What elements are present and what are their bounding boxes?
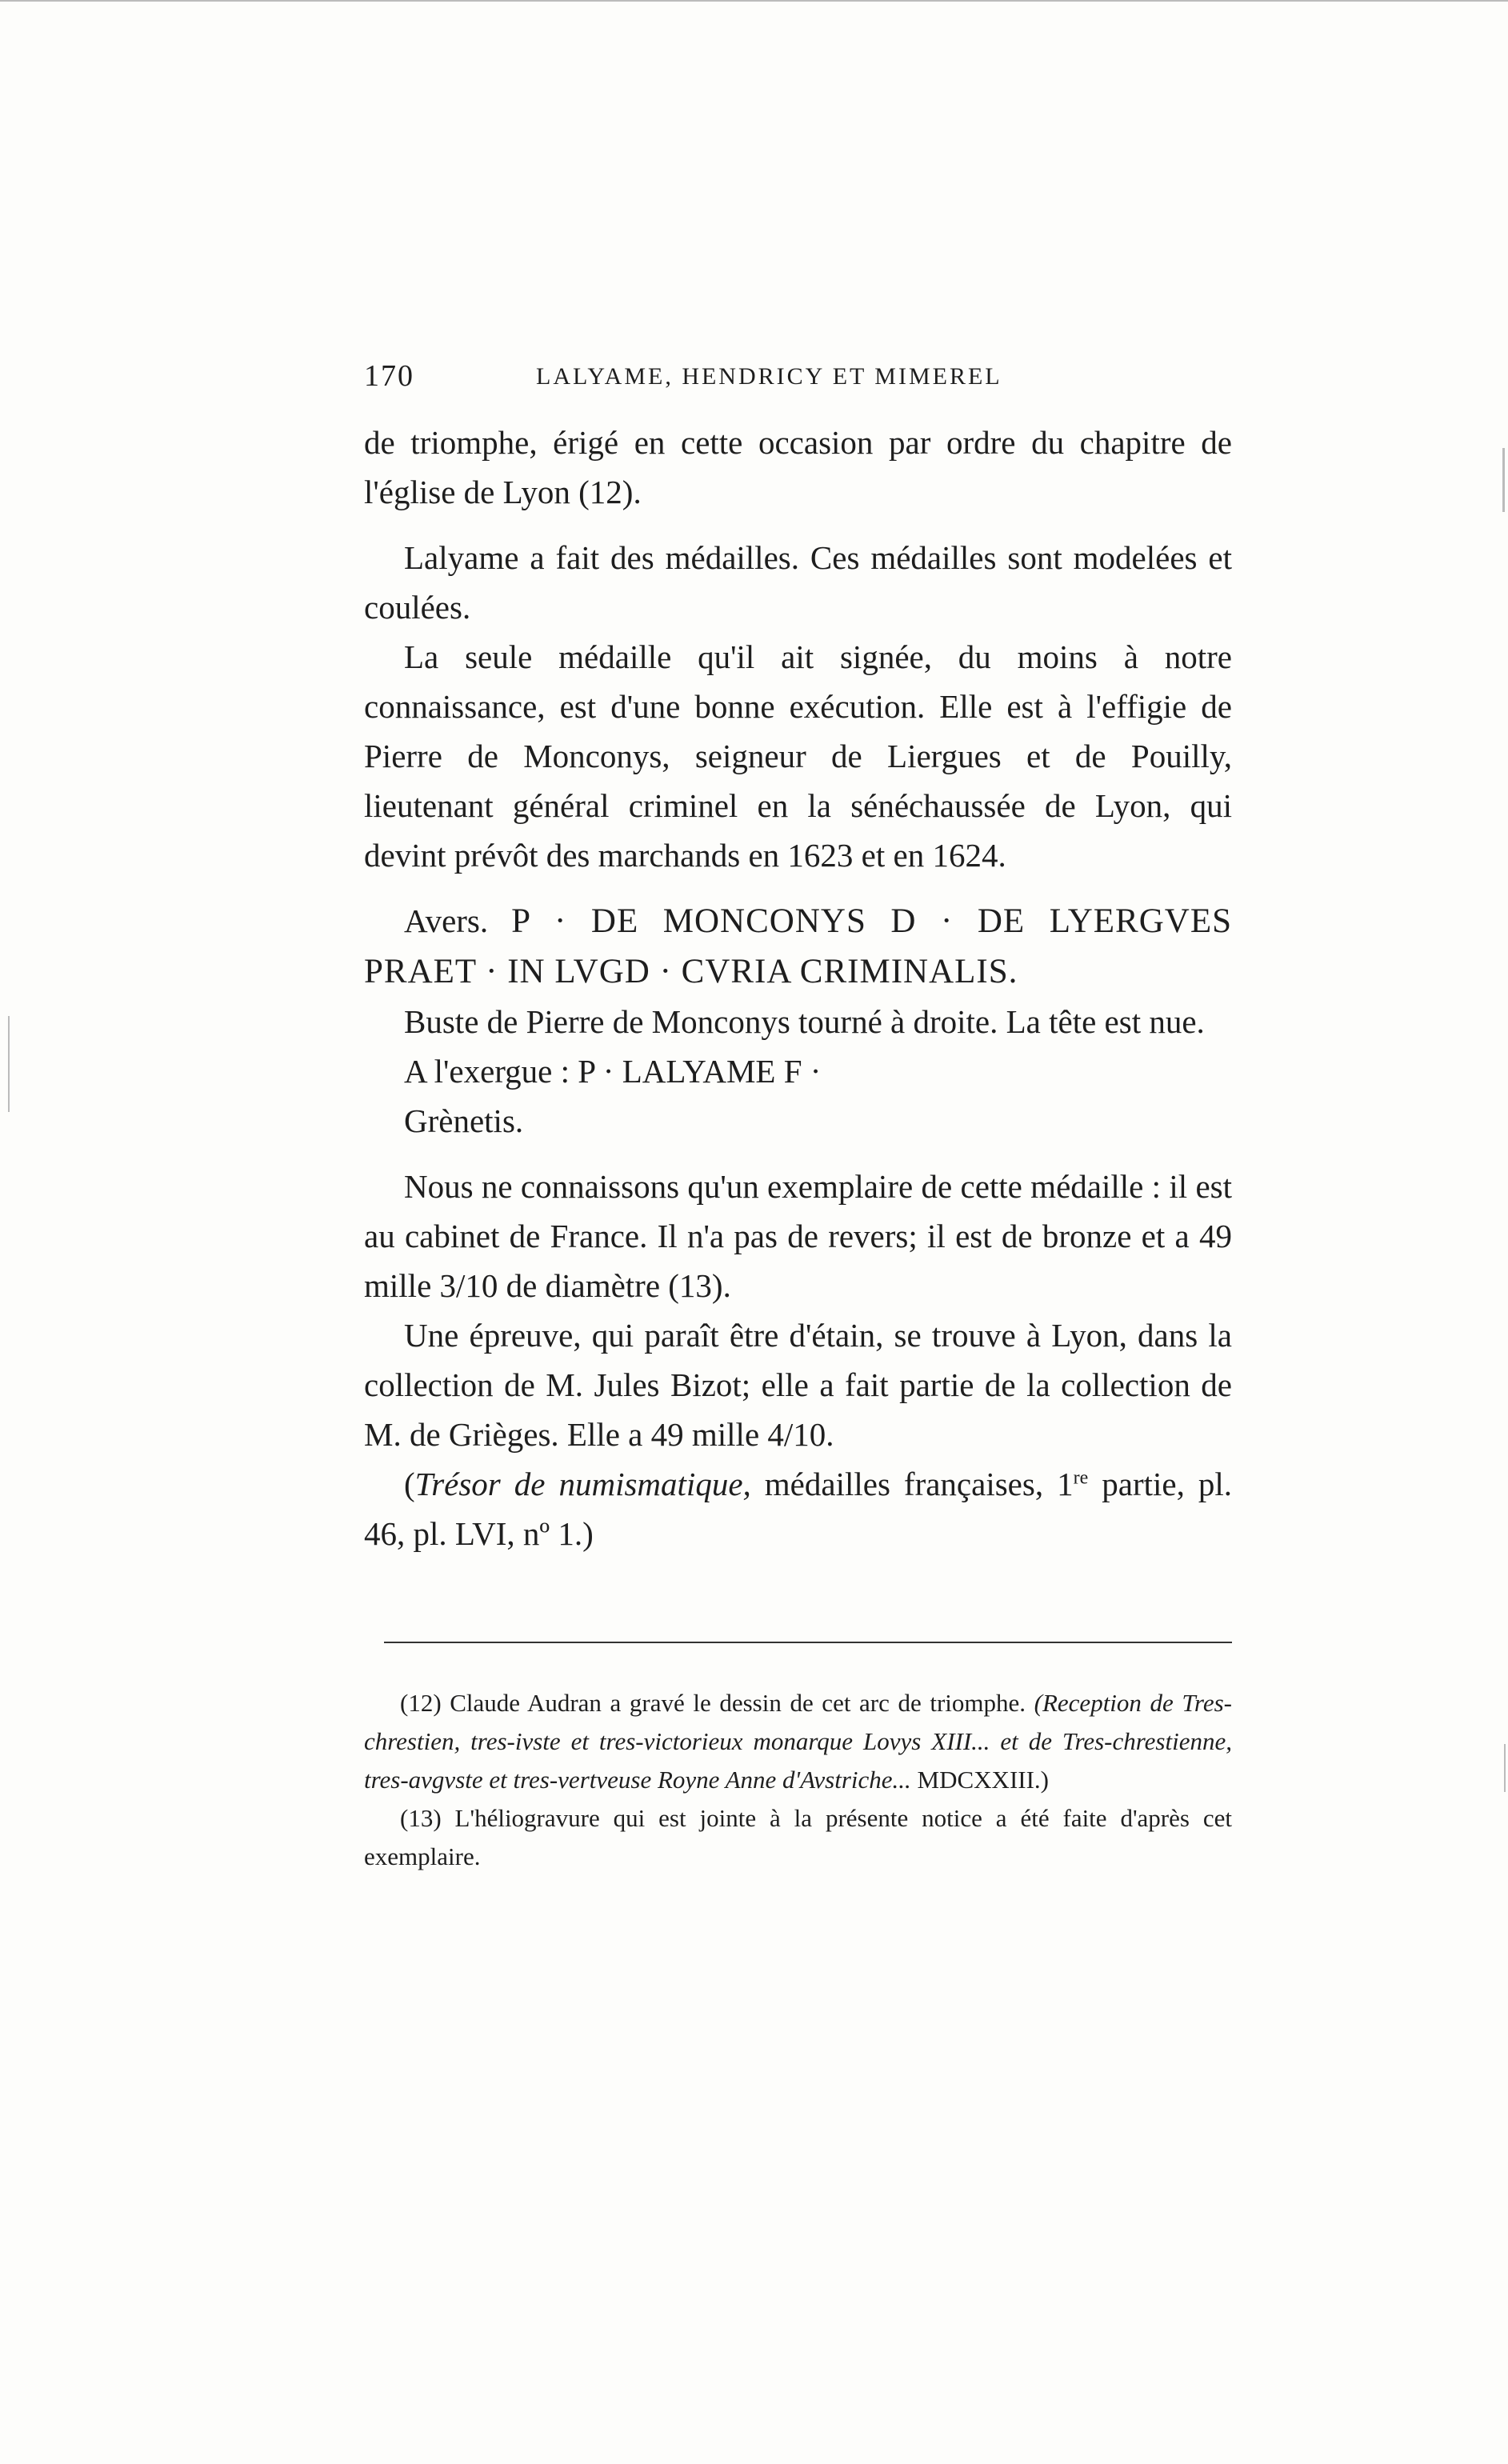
reference-citation xyxy=(364,1459,1232,1558)
page-number: 170 xyxy=(364,359,414,393)
footnote-12-text: (12) Claude Audran a gravé le dessin de cet arc de triomphe. xyxy=(400,1689,1026,1717)
bust-description: Buste de Pierre de Monconys tourné à droite. La tête est nue. xyxy=(404,1003,1205,1040)
scan-edge-top xyxy=(0,0,1508,2)
footnote-12-italic: (Reception de Tres-chrestien, tres-ivste et tres-victorieux monarque Lovys XIII... et de Tres-chrestienne, tres-avgvste et tres-vertveuse Royne Anne d'Avstriche... xyxy=(364,1689,1232,1794)
footnote-rule xyxy=(384,1642,1232,1643)
footnotes xyxy=(364,1684,1232,1876)
footnote-13: (13) L'héliogravure qui est jointe à la présente notice a été faite d'après cet exemplaire. xyxy=(364,1804,1232,1870)
exergue-description: A l'exergue : P · LALYAME F · xyxy=(404,1053,822,1090)
reference-superscript: re xyxy=(1073,1467,1089,1489)
paragraph-medals: Lalyame a fait des médailles. Ces médailles sont modelées et coulées. xyxy=(364,539,1232,626)
page-header xyxy=(364,358,1232,406)
avers-description xyxy=(364,896,1232,997)
body-text xyxy=(364,418,1232,1558)
reference-open-paren: ( xyxy=(404,1466,415,1502)
paragraph-continuation: de triomphe, érigé en cette occasion par ordre du chapitre de l'église de Lyon (12). xyxy=(364,424,1232,510)
scan-edge-mark xyxy=(1504,1744,1506,1792)
avers-label: Avers. xyxy=(404,902,489,939)
paragraph-exemplar: Nous ne connaissons qu'un exemplaire de cette médaille : il est au cabinet de France. Il n'a pas de revers; il est de bronze et a 49 mille 3/10 de diamètre (13). xyxy=(364,1168,1232,1304)
paragraph-proof: Une épreuve, qui paraît être d'étain, se trouve à Lyon, dans la collection de M. Jules Bizot; elle a fait partie de la collection de M. de Grièges. Elle a 49 mille 4/10. xyxy=(364,1317,1232,1453)
paragraph-signed-medal: La seule médaille qu'il ait signée, du moins à notre connaissance, est d'une bonne exécution. Elle est à l'effigie de Pierre de Monconys, seigneur de Liergues et de Pouilly, lieutenant général criminel en la sénéchaussée de Lyon, qui devint prévôt des marchands en 1623 et en 1624. xyxy=(364,638,1232,874)
reference-rest-a: médailles françaises, 1 xyxy=(750,1466,1074,1502)
reference-title: Trésor de numismatique, xyxy=(414,1466,751,1502)
scan-edge-mark xyxy=(8,1016,10,1112)
footnote-12-end: MDCXXIII.) xyxy=(910,1766,1049,1794)
grenetis-description: Grènetis. xyxy=(404,1102,524,1139)
scan-edge-mark xyxy=(1502,448,1505,512)
reference-rest-b: partie, pl. 46, pl. LVI, nº 1.) xyxy=(364,1466,1232,1552)
running-title: LALYAME, HENDRICY ET MIMEREL xyxy=(536,363,1002,390)
footnote-12 xyxy=(364,1684,1232,1799)
avers-inscription: P · DE MONCONYS D · DE LYERGVES PRAET · IN LVGD · CVRIA CRIMINALIS. xyxy=(364,902,1232,990)
